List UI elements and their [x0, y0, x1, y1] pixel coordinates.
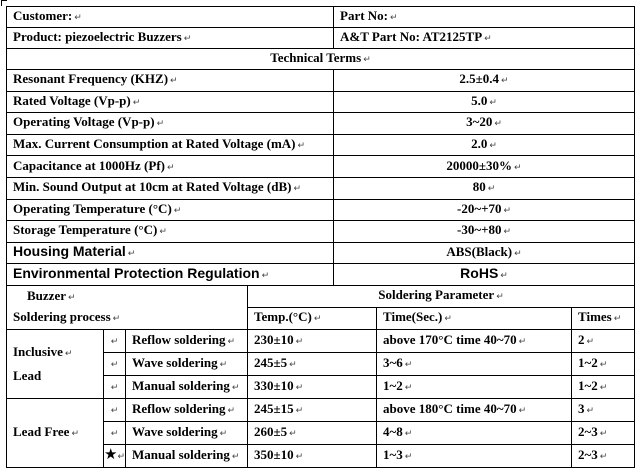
return-mark-icon: ↵: [489, 141, 497, 152]
process-label-2-cell: [7, 307, 248, 329]
spec-value-cell: [334, 113, 635, 135]
group-name-2: Lead: [13, 367, 42, 383]
method-cell: [126, 375, 248, 398]
spec-value: -30~+80: [456, 222, 502, 238]
return-mark-icon: ↵: [503, 205, 512, 216]
return-mark-icon: ↵: [159, 227, 167, 238]
soldering-table: [6, 285, 635, 468]
return-mark-icon: ↵: [156, 119, 165, 130]
times-cell: [572, 421, 635, 444]
spec-value: 20000±30%: [446, 157, 513, 173]
spec-name: Environmental Protection Regulation: [13, 264, 260, 281]
mark-cell: [104, 444, 126, 467]
return-mark-icon: ↵: [599, 451, 608, 462]
time: 1~2: [383, 377, 403, 393]
spec-value: RoHS: [460, 264, 499, 281]
spec-name-cell: [7, 91, 334, 113]
return-mark-icon: ↵: [110, 382, 119, 393]
times-cell: [572, 352, 635, 375]
mark-cell: [104, 375, 126, 398]
spec-value: -20~+70: [456, 200, 502, 216]
return-mark-icon: ↵: [293, 184, 301, 195]
return-mark-icon: ↵: [110, 428, 119, 439]
return-mark-icon: ↵: [64, 348, 73, 359]
return-mark-icon: ↵: [127, 249, 136, 260]
return-mark-icon: ↵: [110, 405, 119, 416]
times: 2~3: [578, 423, 598, 439]
at-part-no-cell: [334, 28, 635, 49]
spec-value-cell: [334, 242, 635, 264]
col-time: Time(Sec.): [383, 309, 443, 325]
spec-value: 80: [472, 179, 486, 195]
return-mark-icon: ↵: [496, 292, 504, 303]
return-mark-icon: ↵: [404, 428, 413, 439]
spec-value: ABS(Black): [446, 244, 513, 260]
method: Manual soldering: [132, 446, 230, 462]
return-mark-icon: ↵: [503, 227, 512, 238]
spec-name: Resonant Frequency (KHZ): [13, 71, 169, 87]
return-mark-icon: ↵: [489, 97, 497, 108]
return-mark-icon: ↵: [173, 205, 182, 216]
spec-value-cell: [334, 177, 635, 199]
spec-row: [7, 70, 635, 92]
return-mark-icon: ↵: [586, 405, 595, 416]
return-mark-icon: ↵: [494, 119, 502, 130]
return-mark-icon: ↵: [599, 428, 608, 439]
return-mark-icon: ↵: [110, 336, 119, 347]
soldering-row: [7, 329, 635, 352]
spec-rows: [7, 70, 635, 286]
soldering-row: [7, 398, 635, 421]
temp-cell: [248, 421, 377, 444]
spec-name-cell: [7, 156, 334, 178]
spec-row: [7, 221, 635, 243]
spec-row: [7, 134, 635, 156]
return-mark-icon: ↵: [404, 451, 413, 462]
return-mark-icon: ↵: [404, 359, 413, 370]
method: Reflow soldering: [132, 331, 226, 347]
return-mark-icon: ↵: [586, 336, 595, 347]
spec-name-cell: [7, 177, 334, 199]
spec-name-cell: [7, 199, 334, 221]
at-part-no: A&T Part No: AT2125TP: [340, 29, 483, 44]
time-cell: [377, 398, 572, 421]
spec-value: 2.0: [471, 136, 488, 152]
product-cell: [7, 28, 334, 49]
star-icon: ★: [104, 444, 118, 463]
spec-value: 5.0: [471, 92, 488, 108]
time: 4~8: [383, 423, 403, 439]
return-mark-icon: ↵: [261, 270, 270, 281]
return-mark-icon: ↵: [390, 13, 398, 23]
spec-name: Operating Temperature (°C): [13, 200, 172, 216]
parameter-title-cell: [248, 285, 635, 307]
return-mark-icon: ↵: [599, 359, 608, 370]
return-mark-icon: ↵: [219, 359, 228, 370]
process-label-2: Soldering process: [13, 309, 111, 325]
mark-cell: [104, 352, 126, 375]
temp-cell: [248, 352, 377, 375]
temp: 245±15: [254, 400, 294, 416]
return-mark-icon: ↵: [132, 97, 141, 108]
spec-name-cell: [7, 134, 334, 156]
return-mark-icon: ↵: [227, 405, 236, 416]
spec-value-cell: [334, 91, 635, 113]
mark-cell: [104, 421, 126, 444]
temp-cell: [248, 329, 377, 352]
return-mark-icon: ↵: [67, 292, 76, 303]
time: 1~3: [383, 446, 403, 462]
return-mark-icon: ↵: [219, 428, 228, 439]
time-cell: [377, 329, 572, 352]
times-cell: [572, 444, 635, 467]
return-mark-icon: ↵: [295, 336, 304, 347]
soldering-header-row-1: [7, 285, 635, 307]
return-mark-icon: ↵: [518, 336, 527, 347]
time-cell: [377, 421, 572, 444]
return-mark-icon: ↵: [295, 451, 304, 462]
return-mark-icon: ↵: [599, 382, 608, 393]
return-mark-icon: ↵: [183, 34, 192, 44]
customer-cell: [7, 7, 334, 28]
col-time-header: [377, 307, 572, 329]
part-no-cell: [334, 7, 635, 28]
return-mark-icon: ↵: [444, 314, 452, 325]
spec-value-cell: [334, 199, 635, 221]
technical-terms-title: Technical Terms: [270, 50, 362, 65]
spec-value: 2.5±0.4: [459, 71, 500, 87]
spec-value: 3~20: [466, 114, 493, 130]
method-cell: [126, 421, 248, 444]
process-label-cell: [7, 285, 248, 307]
return-mark-icon: ↵: [231, 382, 240, 393]
return-mark-icon: ↵: [227, 336, 236, 347]
times-cell: [572, 398, 635, 421]
spec-value-cell: [334, 134, 635, 156]
spec-name: Capacitance at 1000Hz (Pf): [13, 157, 165, 173]
times-cell: [572, 375, 635, 398]
return-mark-icon: ↵: [613, 314, 622, 325]
method-cell: [126, 352, 248, 375]
return-mark-icon: ↵: [167, 162, 175, 173]
times: 1~2: [578, 377, 598, 393]
col-times-header: [572, 307, 635, 329]
product-label: Product: piezoelectric Buzzers: [13, 29, 182, 44]
return-mark-icon: ↵: [112, 314, 121, 325]
header-row-customer: [7, 7, 635, 28]
spec-value-cell: [334, 70, 635, 92]
temp: 350±10: [254, 446, 294, 462]
return-mark-icon: ↵: [74, 13, 82, 23]
process-label-1: Buzzer: [27, 287, 66, 303]
spec-row: [7, 91, 635, 113]
return-mark-icon: ↵: [170, 76, 178, 87]
method: Reflow soldering: [132, 400, 226, 416]
spec-name: Operating Voltage (Vp-p): [13, 114, 155, 130]
temp: 245±5: [254, 354, 288, 370]
col-temp-header: [248, 307, 377, 329]
time: above 170°C time 40~70: [383, 331, 517, 347]
spec-row: [7, 177, 635, 199]
soldering-rows: [7, 329, 635, 467]
return-mark-icon: ↵: [484, 34, 492, 44]
spec-value-cell: [334, 221, 635, 243]
time-cell: [377, 352, 572, 375]
time-cell: [377, 375, 572, 398]
spec-row: [7, 156, 635, 178]
times: 2~3: [578, 446, 598, 462]
spec-name: Max. Current Consumption at Rated Voltage (mA): [13, 136, 296, 152]
time-cell: [377, 444, 572, 467]
group-name-cell: [7, 398, 104, 467]
return-mark-icon: ↵: [500, 270, 508, 281]
return-mark-icon: ↵: [289, 428, 297, 439]
return-mark-icon: ↵: [313, 314, 322, 325]
temp: 260±5: [254, 423, 288, 439]
times: 2: [578, 331, 585, 347]
temp: 230±10: [254, 331, 294, 347]
return-mark-icon: ↵: [110, 359, 119, 370]
technical-terms-title-cell: [7, 49, 635, 70]
group-name-cell: [7, 329, 104, 398]
times: 1~2: [578, 354, 598, 370]
datasheet-page: [6, 6, 634, 466]
spec-value-cell: [334, 264, 635, 286]
return-mark-icon: ↵: [297, 141, 306, 152]
return-mark-icon: ↵: [231, 451, 240, 462]
return-mark-icon: ↵: [289, 359, 297, 370]
time: above 180°C time 40~70: [383, 400, 517, 416]
return-mark-icon: ↵: [518, 405, 527, 416]
return-mark-icon: ↵: [117, 451, 125, 462]
mark-cell: [104, 329, 126, 352]
spec-row: [7, 199, 635, 221]
soldering-header-row-2: [7, 307, 635, 329]
group-name-1: Inclusive: [13, 343, 63, 359]
parameter-title: Soldering Parameter: [378, 287, 495, 303]
header-row-product: [7, 28, 635, 49]
return-mark-icon: ↵: [295, 382, 304, 393]
spec-name: Rated Voltage (Vp-p): [13, 92, 131, 108]
return-mark-icon: ↵: [71, 428, 79, 439]
spec-name-cell: [7, 242, 334, 264]
col-temp: Temp.(°C): [254, 309, 312, 325]
col-times: Times: [578, 309, 612, 325]
time: 3~6: [383, 354, 403, 370]
method: Wave soldering: [132, 354, 218, 370]
spec-name: Housing Material: [13, 243, 126, 260]
temp-cell: [248, 375, 377, 398]
return-mark-icon: ↵: [501, 76, 509, 87]
spec-name-cell: [7, 70, 334, 92]
times-cell: [572, 329, 635, 352]
return-mark-icon: ↵: [295, 405, 304, 416]
spec-value-cell: [334, 156, 635, 178]
spec-name-cell: [7, 113, 334, 135]
method-cell: [126, 444, 248, 467]
method: Wave soldering: [132, 423, 218, 439]
spec-name: Storage Temperature (°C): [13, 222, 158, 238]
method-cell: [126, 329, 248, 352]
temp: 330±10: [254, 377, 294, 393]
spec-name: Min. Sound Output at 10cm at Rated Voltage (dB): [13, 179, 292, 195]
return-mark-icon: ↵: [487, 184, 496, 195]
return-mark-icon: ↵: [514, 162, 522, 173]
spec-name-cell: [7, 221, 334, 243]
customer-label: Customer:: [13, 8, 73, 23]
technical-terms-table: [6, 48, 635, 286]
return-mark-icon: ↵: [514, 249, 522, 260]
header-table: [6, 6, 635, 49]
spec-name-cell: [7, 264, 334, 286]
method: Manual soldering: [132, 377, 230, 393]
return-mark-icon: ↵: [404, 382, 413, 393]
temp-cell: [248, 398, 377, 421]
part-no-label: Part No:: [340, 8, 389, 23]
return-mark-icon: ↵: [363, 55, 371, 65]
spec-row: [7, 242, 635, 264]
technical-terms-row: [7, 49, 635, 70]
mark-cell: [104, 398, 126, 421]
times: 3: [578, 400, 585, 416]
method-cell: [126, 398, 248, 421]
spec-row: [7, 113, 635, 135]
spec-row: [7, 264, 635, 286]
temp-cell: [248, 444, 377, 467]
group-name-1: Lead Free: [13, 423, 70, 439]
